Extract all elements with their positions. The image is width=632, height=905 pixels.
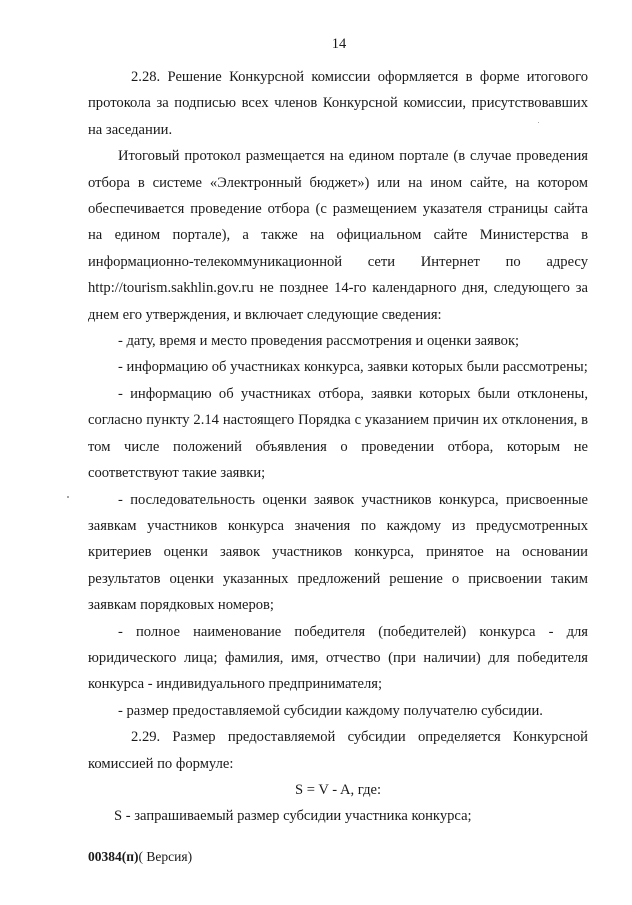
paragraph-2-28: 2.28. Решение Конкурсной комиссии оформляется в форме итогового протокола за подписью всех членов Конкурсной комиссии, присутствовавших на заседании. — [88, 69, 588, 138]
scan-speck — [538, 122, 539, 123]
list-item-evaluation-sequence: - последовательность оценки заявок участников конкурса, присвоенные заявкам участников конкурса значения по каждому из предусмотренных критериев оценки заявок участников конкурса, принятое на основании результатов оценки указанных предложений решение о присвоении таким заявкам порядковых номеров; — [88, 491, 588, 614]
document-code: 00384(п) — [88, 849, 139, 864]
list-item-date-time-place: - дату, время и место проведения рассмотрения и оценки заявок; — [118, 333, 520, 350]
footer — [88, 849, 192, 865]
list-item-winner-name: - полное наименование победителя (победителей) конкурса - для юридического лица; фамилия, имя, отчество (при наличии) для победителя конкурса - индивидуального предпринимателя; — [88, 623, 588, 693]
formula-definition-s: S - запрашиваемый размер субсидии участника конкурса; — [114, 808, 472, 825]
version-label: ( Версия) — [138, 849, 193, 864]
document-body — [88, 64, 588, 830]
list-item-considered-participants: - информацию об участниках конкурса, заявки которых были рассмотрены; — [118, 359, 588, 376]
paragraph-final-protocol: Итоговый протокол размещается на едином портале (в случае проведения отбора в системе «Электронный бюджет») или на ином сайте, на котором обеспечивается проведение отбора (с размещением указателя страницы сайта на едином портале), а также на официальном сайте Министерства в информационно-телекоммуникационной сети Интернет по адресу http://tourism.sakhlin.gov.ru не позднее 14-го календарного дня, следующего за днем его утверждения, и включает следующие сведения: — [88, 148, 588, 323]
list-item-subsidy-amount: - размер предоставляемой субсидии каждому получателю субсидии. — [118, 702, 543, 719]
scan-speck — [67, 496, 69, 498]
paragraph-2-29: 2.29. Размер предоставляемой субсидии определяется Конкурсной комиссией по формуле: — [88, 729, 588, 772]
page-number: 14 — [331, 36, 347, 52]
formula: S = V - A, где: — [294, 781, 382, 798]
list-item-rejected-participants: - информацию об участниках отбора, заявки которых были отклонены, согласно пункту 2.14 настоящего Порядка с указанием причин их отклонения, в том числе положений объявления о проведении отбора, которым не соответствуют такие заявки; — [88, 385, 588, 482]
